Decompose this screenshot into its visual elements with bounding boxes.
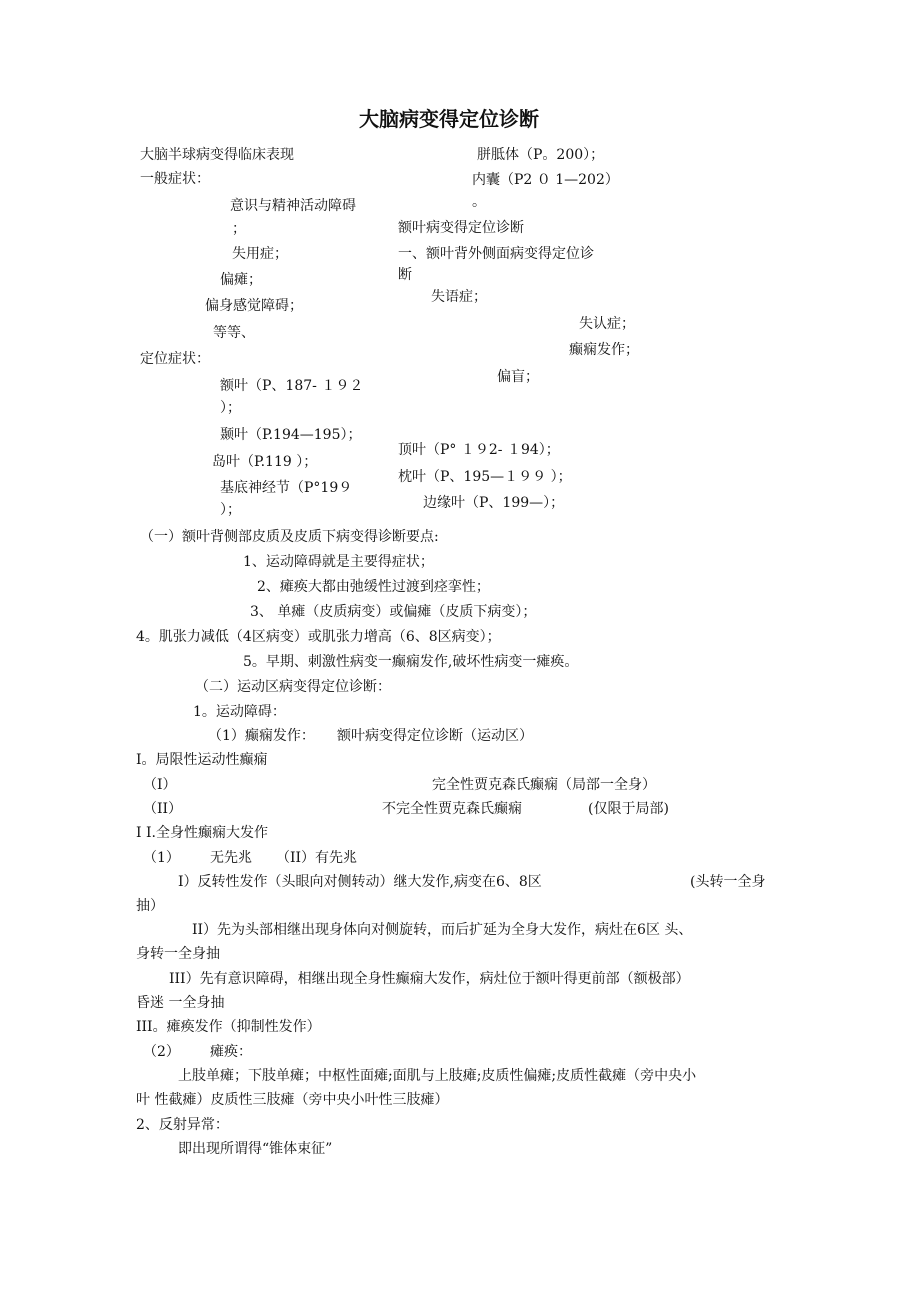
- seizure-label: （1）癫痫发作：: [208, 728, 315, 744]
- symptom-etc: 等等、: [213, 325, 255, 341]
- focal-incomplete-note: (仅限于局部): [588, 801, 669, 817]
- paralysis-text-tail: 叶 性截瘫）皮质性三肢瘫（旁中央小叶性三肢瘫）: [136, 1092, 449, 1108]
- paralysis-num: （2）: [143, 1044, 180, 1060]
- paralytic-seizure: III。瘫痪发作（抑制性发作）: [136, 1019, 321, 1035]
- gen-with-aura: （II）有先兆: [276, 850, 358, 866]
- gen-sub-num: （1）: [143, 850, 180, 866]
- symptom-consciousness: 意识与精神活动障碍: [230, 198, 356, 214]
- frontal-heading: 额叶病变得定位诊断: [398, 220, 524, 236]
- general-symptoms-label: 一般症状：: [140, 171, 210, 187]
- point-1: 1、运动障碍就是主要得症状；: [243, 554, 434, 570]
- lobe-insula: 岛叶（P.119 ）；: [212, 454, 318, 470]
- focal-complete-text: 完全性贾克森氏癫痫（局部一全身）: [432, 777, 656, 793]
- point-2: 2、瘫痪大都由弛缓性过渡到痉挛性；: [257, 579, 490, 595]
- aphasia: 失语症；: [431, 289, 487, 305]
- basal-ganglia-tail: ）；: [220, 502, 241, 518]
- gen-item-ii: II）先为头部相继出现身体向对侧旋转，而后扩延为全身大发作，病灶在6区 头、: [192, 922, 693, 938]
- focal-incomplete-text: 不完全性贾克森氏癫痫: [382, 801, 522, 817]
- symptom-hemisensory: 偏身感觉障碍；: [205, 298, 303, 314]
- gen-item-iii-tail: 昏迷 一全身抽: [136, 995, 225, 1011]
- pyramidal-sign: 即出现所谓得“锥体束征”: [178, 1141, 333, 1157]
- agnosia: 失认症；: [579, 316, 635, 332]
- paralysis-label: 瘫痪：: [210, 1044, 252, 1060]
- symptom-consciousness-tail: ；: [232, 221, 246, 237]
- frontal-dorsolateral-tail: 断: [398, 267, 412, 283]
- section-frontal-dorsal: （一）额叶背侧部皮质及皮质下病变得诊断要点:: [140, 529, 439, 545]
- gen-item-i: I）反转性发作（头眼向对侧转动）继大发作,病变在6、8区: [178, 874, 542, 890]
- gen-item-iii: III）先有意识障碍，相继出现全身性癫痫大发作，病灶位于额叶得更前部（额极部）: [169, 971, 690, 987]
- internal-capsule-tail: 。: [472, 194, 486, 210]
- motor-disorder: 1。运动障碍：: [193, 704, 286, 720]
- localizing-symptoms-label: 定位症状：: [140, 351, 210, 367]
- lobe-temporal: 颞叶（P.194—195）；: [220, 427, 362, 443]
- corpus-callosum: 胼胝体（P。200）；: [477, 147, 605, 163]
- reflex-abnormality: 2、反射异常：: [136, 1117, 229, 1133]
- limbic-lobe: 边缘叶（P、199—）；: [423, 495, 565, 511]
- gen-no-aura: 无先兆: [210, 850, 252, 866]
- focal-complete-num: （I）: [143, 777, 177, 793]
- gen-item-i-note: (头转一全身: [690, 874, 766, 890]
- page-title: 大脑病变得定位诊断: [359, 107, 539, 131]
- point-5: 5。早期、刺激性病变一癫痫发作,破坏性病变一瘫痪。: [243, 654, 579, 670]
- frontal-dorsolateral: 一、额叶背外侧面病变得定位诊: [398, 246, 594, 262]
- epilepsy: 癫痫发作；: [569, 342, 639, 358]
- generalized-seizure: I I.全身性癫痫大发作: [136, 825, 268, 841]
- point-4: 4。肌张力减低（4区病变）或肌张力增高（6、8区病变）；: [136, 629, 501, 645]
- lobe-occipital: 枕叶（P、195—１９９ ）；: [398, 469, 572, 485]
- basal-ganglia: 基底神经节（P°19９: [220, 480, 353, 496]
- focal-incomplete-num: （II）: [143, 801, 183, 817]
- point-3: 3、 单瘫（皮质病变）或偏瘫（皮质下病变）；: [250, 604, 537, 620]
- symptom-hemiplegia: 偏瘫；: [220, 272, 262, 288]
- seizure-note: 额叶病变得定位诊断（运动区）: [337, 728, 533, 744]
- internal-capsule: 内囊（P2 ０ 1—202）: [472, 172, 619, 188]
- left-heading: 大脑半球病变得临床表现: [140, 147, 294, 163]
- symptom-apraxia: 失用症；: [232, 246, 288, 262]
- lobe-frontal: 额叶（P、187- １９２: [220, 378, 364, 394]
- gen-item-i-tail: 抽）: [136, 898, 164, 914]
- lobe-parietal: 顶叶（P° １９2- １94）；: [398, 442, 560, 458]
- lobe-frontal-tail: ）；: [220, 400, 241, 416]
- focal-epilepsy: I。局限性运动性癫痫: [136, 752, 268, 768]
- section-motor-area: （二）运动区病变得定位诊断：: [195, 679, 391, 695]
- hemianopia: 偏盲；: [497, 369, 539, 385]
- gen-item-ii-tail: 身转一全身抽: [136, 946, 220, 962]
- paralysis-text: 上肢单瘫；下肢单瘫；中枢性面瘫;面肌与上肢瘫;皮质性偏瘫;皮质性截瘫（旁中央小: [178, 1068, 697, 1084]
